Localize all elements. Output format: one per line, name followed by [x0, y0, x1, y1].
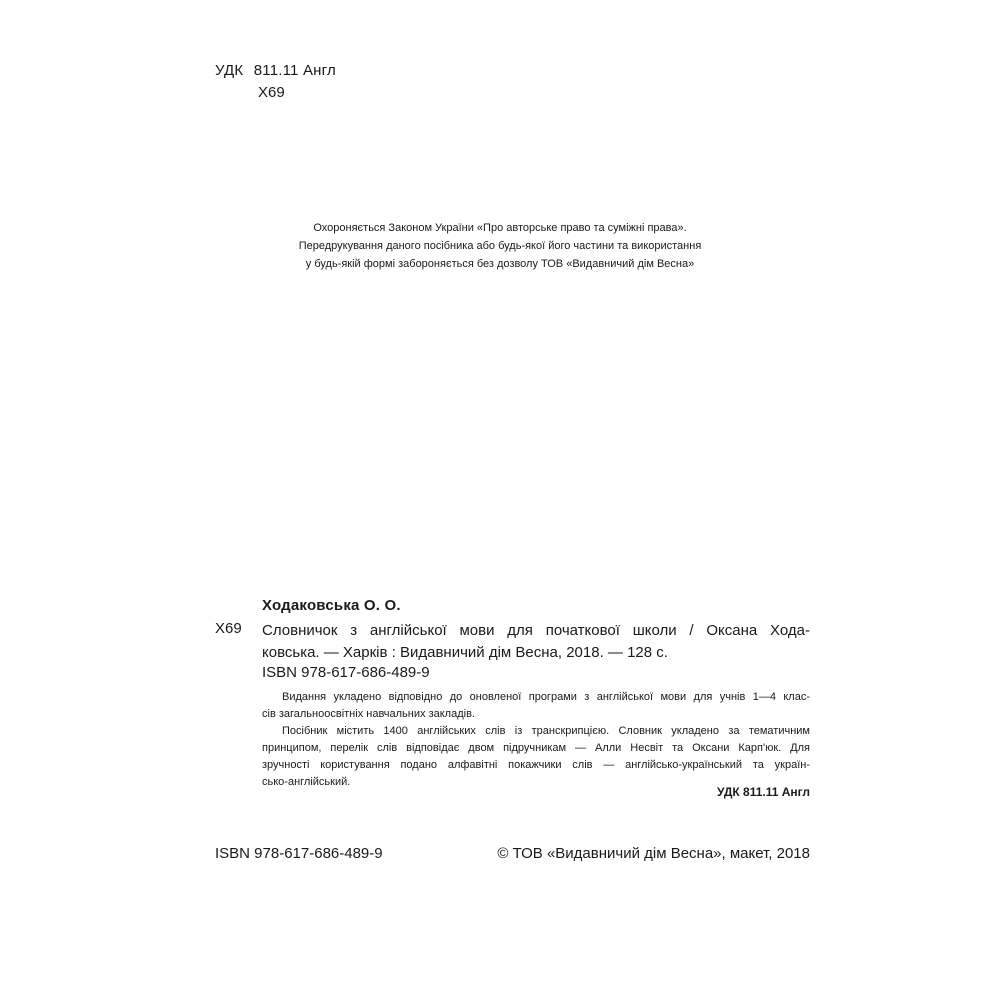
record-isbn: ISBN 978-617-686-489-9: [262, 664, 430, 681]
footer-isbn: ISBN 978-617-686-489-9: [215, 845, 383, 862]
annotation-line: Посібник містить 1400 англійських слів із транскрипцією. Словник укладено за тематичним: [282, 725, 810, 737]
record-title-line: ковська. — Харків : Видавничий дім Весна, 2018. — 128 с.: [262, 644, 668, 661]
udk-label: УДК: [215, 62, 244, 79]
copyright-notice-line: Передрукування даного посібника або будь-якої його частини та використання: [298, 240, 702, 252]
copyright-notice: [250, 219, 750, 273]
annotation-line: Видання укладено відповідно до оновленої програми з англійської мови для учнів 1—4 клас-: [282, 691, 810, 703]
udk-header: [215, 62, 342, 79]
author-mark-top: Х69: [258, 84, 285, 101]
udk-code: 811.11 Англ: [253, 62, 336, 79]
record-title: [262, 620, 810, 664]
record-author: Ходаковська О. О.: [262, 597, 401, 614]
footer-copyright: © ТОВ «Видавничий дім Весна», макет, 2018: [497, 845, 810, 862]
record-udk: УДК 811.11 Англ: [716, 785, 810, 799]
record-annotation: [262, 689, 810, 791]
record-author-mark: Х69: [215, 620, 242, 637]
annotation-line: зручності користування подано алфавітні покажчики слів — англійсько-український та україн-: [262, 759, 810, 771]
record-title-line: Словничок з англійської мови для початкової школи / Оксана Хода-: [262, 622, 810, 639]
copyright-notice-line: у будь-якій формі забороняється без дозволу ТОВ «Видавничий дім Весна»: [305, 258, 695, 270]
annotation-line: принципом, перелік слів відповідає двом підручникам — Алли Несвіт та Оксани Карп'юк. Для: [262, 742, 810, 754]
copyright-notice-line: Охороняється Законом України «Про авторське право та суміжні права».: [313, 222, 687, 234]
annotation-line: сько-англійський.: [262, 776, 351, 788]
annotation-line: сів загальноосвітніх навчальних закладів.: [262, 708, 475, 720]
